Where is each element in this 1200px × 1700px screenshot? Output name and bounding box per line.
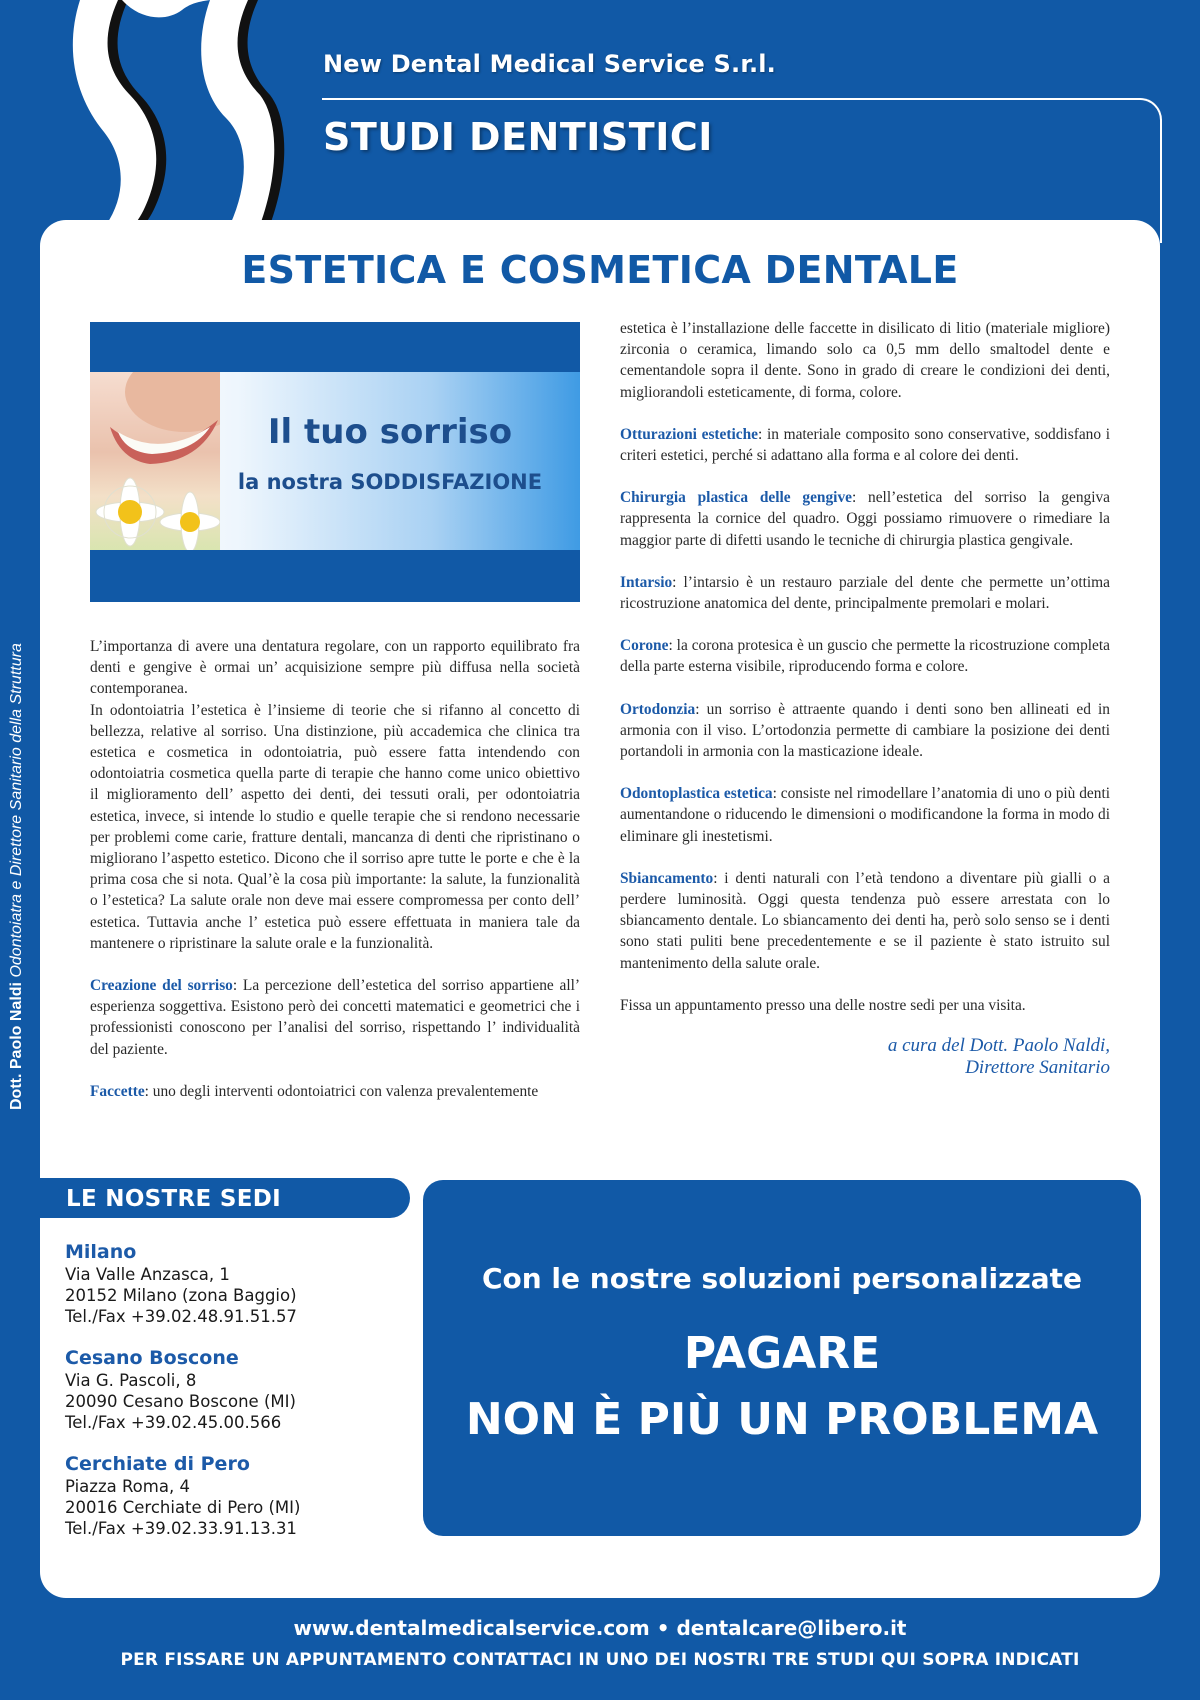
section-text: : l’intarsio è un restauro parziale del dente che permette un’ottima ricostruzione anatomica del dente, principalmente premolari e molari.	[620, 573, 1110, 613]
promo-line-2: NON È PIÙ UN PROBLEMA	[465, 1394, 1099, 1445]
company-name: New Dental Medical Service S.r.l.	[323, 50, 777, 78]
section-corone	[620, 635, 1110, 677]
closing-text: Fissa un appuntamento presso una delle nostre sedi per una visita.	[620, 996, 1026, 1014]
banner-gradient	[90, 372, 580, 550]
promo-line-1: PAGARE	[683, 1328, 881, 1379]
sede-city: Milano	[65, 1241, 137, 1263]
section-text: : consiste nel rimodellare l’anatomia di uno o più denti aumentandone o riducendo le dimensioni o modificandone la forma in modo di eliminare gli inestetismi.	[620, 785, 1110, 845]
sede-city: Cesano Boscone	[65, 1347, 239, 1369]
smile-photo	[90, 372, 220, 550]
section-term: Intarsio	[620, 573, 673, 591]
signature-line-2: Direttore Sanitario	[965, 1057, 1110, 1079]
side-credit	[8, 643, 26, 1110]
smile-daisies-icon	[90, 372, 220, 550]
sedi-title: LE NOSTRE SEDI	[66, 1186, 281, 1212]
footer-cta: PER FISSARE UN APPUNTAMENTO CONTATTACI IN UNO DEI NOSTRI TRE STUDI QUI SOPRA INDICATI	[120, 1650, 1080, 1670]
section-otturazioni	[620, 424, 1110, 466]
section-text: : La percezione dell’estetica del sorriso appartiene all’ esperienza soggettiva. Esistono però dei concetti matematici e geometrici che i professionisti conoscono per l’analisi del sorriso, rispettando l’ individualità del paziente.	[90, 977, 580, 1058]
section-term: Chirurgia plastica delle gengive	[620, 489, 852, 507]
article-left-column	[90, 636, 580, 1102]
section-term: Faccette	[90, 1082, 145, 1100]
section-creazione	[90, 975, 580, 1060]
section-term: Otturazioni estetiche	[620, 425, 759, 443]
payment-promo-box	[423, 1180, 1141, 1536]
banner-subtitle: la nostra SODDISFAZIONE	[237, 470, 543, 494]
sede-zip: 20152 Milano (zona Baggio)	[65, 1286, 297, 1305]
footer-contacts[interactable]: www.dentalmedicalservice.com • dentalcare@libero.it	[293, 1616, 907, 1640]
section-intarsio	[620, 572, 1110, 614]
sede-zip: 20016 Cerchiate di Pero (MI)	[65, 1498, 301, 1517]
section-term: Corone	[620, 637, 669, 655]
credit-name: Dott. Paolo Naldi	[8, 982, 25, 1110]
sede-street: Via G. Pascoli, 8	[65, 1371, 197, 1390]
sede-street: Piazza Roma, 4	[65, 1477, 190, 1496]
intro-paragraph-2: In odontoiatria l’estetica è l’insieme di teorie che si rifanno al concetto di bellezza, relative al sorriso. Una distinzione, più accademica che clinica tra estetica e cosmetica in odontoiatria, può essere fatta intendendo con odontoiatria cosmetica quella parte di terapie che hanno come unico obiettivo il miglioramento dell’ aspetto dei denti, dei tessuti orali, per odontoiatria estetica, invece, si intende lo studio e quelle terapie che si rendono necessarie per problemi come carie, fratture dentali, mancanza di denti che ripristinano o migliorano l’aspetto estetico. Dicono che il sorriso apre tutte le porte e che è la prima cosa che si nota. Qual’è la cosa più importante: la salute, la funzionalità o l’estetica? La salute orale non deve mai essere compromessa per conto dell’ estetica. Tuttavia anche l’ estetica può essere effettuata in maniera tale da mantenere o ripristinare la salute orale e la funzionalità.	[90, 701, 580, 952]
sede-tel: Tel./Fax +39.02.33.91.13.31	[65, 1519, 297, 1538]
credit-role: Odontoiatra e Direttore Sanitario della Struttura	[8, 643, 25, 978]
section-faccette	[90, 1081, 580, 1102]
sede-city: Cerchiate di Pero	[65, 1453, 250, 1475]
section-text: : uno degli interventi odontoiatrici con valenza prevalentemente	[144, 1082, 539, 1100]
promo-subtitle: Con le nostre soluzioni personalizzate	[481, 1262, 1083, 1295]
header-subtitle: STUDI DENTISTICI	[323, 115, 713, 159]
sede-street: Via Valle Anzasca, 1	[65, 1265, 230, 1284]
section-sbiancamento	[620, 868, 1110, 974]
section-term: Sbiancamento	[620, 869, 714, 887]
signature-line-1: a cura del Dott. Paolo Naldi,	[887, 1035, 1110, 1057]
sede-tel: Tel./Fax +39.02.48.91.51.57	[65, 1307, 297, 1326]
sede-cesano-boscone	[65, 1346, 296, 1433]
sede-milano	[65, 1240, 297, 1327]
banner-title: Il tuo sorriso	[267, 412, 513, 452]
section-text: : in materiale composito sono conservative, soddisfano i criteri estetici, perché si adattano alla forma e al colore dei denti.	[620, 425, 1110, 465]
section-chirurgia	[620, 487, 1110, 551]
section-faccette-continued: estetica è l’installazione delle faccette in disilicato di litio (materiale migliore) zirconia o ceramica, limando solo ca 0,5 mm dello smaltodel dente e cementandole sopra il dente. Sono in grado di creare le condizioni dei denti, migliorandoli esteticamente, di forma, colore.	[620, 320, 1110, 401]
section-term: Ortodonzia	[620, 700, 696, 718]
section-term: Creazione del sorriso	[90, 977, 233, 995]
article-right-column	[620, 318, 1110, 1079]
sede-cerchiate-di-pero	[65, 1452, 300, 1539]
brand-logo	[70, 0, 285, 225]
intro-paragraph-1: L’importanza di avere una dentatura regolare, con un rapporto equilibrato fra denti e gengive è ormai un’ acquisizione sempre più diffusa nella società contemporanea.	[90, 638, 580, 698]
article-title: ESTETICA E COSMETICA DENTALE	[241, 248, 959, 292]
section-text: : nell’estetica del sorriso la gengiva rappresenta la cornice del quadro. Oggi possiamo rimuovere o rimediare la maggior parte di difetti usando le tecniche di chirurgia plastica gengivale.	[620, 489, 1111, 549]
section-text: : i denti naturali con l’età tendono a diventare più gialli o a perdere luminosità. Oggi questa tendenza può essere arrestata con lo sbiancamento dentale. Lo sbiancamento dei denti ha, però solo senso se i denti sono stati puliti bene precedentemente e se il paziente è stato istruito sul mantenimento della salute orale.	[620, 869, 1110, 972]
section-text: : la corona protesica è un guscio che permette la ricostruzione completa della parte esterna visibile, riproducendo forma e colore.	[620, 637, 1110, 676]
signature	[620, 1035, 1110, 1079]
section-odontoplastica	[620, 783, 1110, 847]
sede-zip: 20090 Cesano Boscone (MI)	[65, 1392, 296, 1411]
section-ortodonzia	[620, 699, 1110, 763]
promo-banner	[90, 322, 580, 602]
section-text: : un sorriso è attraente quando i denti sono ben allineati ed in armonia con il viso. L’ortodonzia permette di cambiare la posizione dei denti portandoli in armonia con la masticazione ideale.	[620, 700, 1110, 761]
section-term: Odontoplastica estetica	[620, 785, 773, 803]
sede-tel: Tel./Fax +39.02.45.00.566	[65, 1413, 282, 1432]
